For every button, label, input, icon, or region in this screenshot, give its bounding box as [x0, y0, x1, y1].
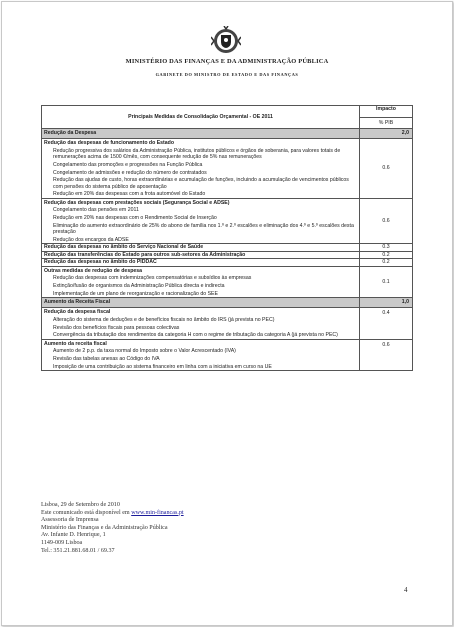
table-header-row [42, 106, 413, 118]
telephone: Tel.: 351.21.881.68.01 / 69.37 [41, 547, 115, 554]
list-item: Alteração do sistema de deduções e de benefícios fiscais no âmbito do IRS (já prevista no PEC) [53, 316, 275, 323]
table-row [42, 198, 413, 244]
section-value: 1,0 [360, 298, 413, 308]
list-item: Aumento de 2 p.p. da taxa normal do Imposto sobre o Valor Acrescentado (IVA) [53, 348, 236, 355]
table-row [42, 308, 413, 340]
footer [41, 502, 341, 555]
list-item: Revisão dos benefícios fiscais para pessoas colectivas [53, 324, 180, 331]
table-row [42, 266, 413, 298]
table-row [42, 251, 413, 258]
page-number: 4 [404, 586, 408, 594]
table-row [42, 259, 413, 266]
table-row [42, 339, 413, 371]
section-title: Redução da Despesa [42, 129, 360, 139]
group-value: 0.6 [360, 198, 413, 244]
list-item: Revisão das tabelas anexas ao Código do IVA [53, 356, 160, 363]
communique-text: Este comunicado está disponível em [41, 509, 132, 516]
row-value: 0.2 [360, 251, 413, 258]
measures-table [41, 105, 413, 371]
group-title: Redução das despesas com prestações sociais (Segurança Social e ADSE) [44, 199, 230, 206]
table-row [42, 244, 413, 251]
section-title: Aumento da Receita Fiscal [42, 298, 360, 308]
list-item: Imposição de uma contribuição ao sistema financeiro em linha com a iniciativa em curso na UE [53, 363, 272, 370]
list-item: Implementação de um plano de reorganização e racionalização do SEE [53, 290, 218, 297]
row-value: 0.3 [360, 244, 413, 251]
group-title: Redução das despesas de funcionamento do Estado [44, 140, 175, 146]
group-value: 0.6 [360, 339, 413, 371]
ministry-name: Ministério das Finanças e da Administração Pública [41, 524, 168, 531]
table-row [42, 139, 413, 199]
list-item: Congelamento das promoções e progressões na Função Pública [53, 161, 203, 168]
unit-header: % PIB [360, 117, 413, 129]
postal-code: 1149-009 Lisboa [41, 539, 83, 546]
section-row [42, 129, 413, 139]
group-value: 0.4 [360, 308, 413, 340]
impact-header: Impacto [360, 106, 413, 118]
row-label: Redução das despesas no âmbito do Serviço Nacional de Saúde [42, 244, 360, 251]
row-label: Redução das transferências do Estado para outros sub-setores da Administração [42, 251, 360, 258]
row-value: 0.2 [360, 259, 413, 266]
portuguese-coat-of-arms-icon [211, 26, 241, 56]
list-item: Redução das despesas com indemnizações compensatórias e subsídios às empresas [53, 275, 252, 282]
row-label: Redução das despesas no âmbito do PIDDAC [42, 259, 360, 266]
ministry-heading: MINISTÉRIO DAS FINANÇAS E DA ADMINISTRAÇÃO PÚBLICA [125, 58, 329, 65]
list-item: Redução das ajudas de custo, horas extraordinárias e acumulação de funções, incluindo a acumulação de vencimentos públicos com pensões do sistema público de aposentação [53, 177, 349, 190]
cabinet-heading: GABINETE DO MINISTRO DE ESTADO E DAS FINANÇAS [155, 72, 299, 77]
section-value: 2,0 [360, 129, 413, 139]
list-item: Redução em 20% das despesas com a frota automóvel do Estado [53, 191, 206, 198]
website-link[interactable]: www.min-financas.pt [131, 509, 184, 516]
list-item: Extinção/fusão de organismos da Administração Pública directa e indirecta [53, 282, 225, 289]
group-value: 0.6 [360, 139, 413, 199]
list-item: Redução em 20% nas despesas com o Rendimento Social de Inserção [53, 215, 217, 222]
section-row [42, 298, 413, 308]
group-title: Aumento da receita fiscal [44, 340, 107, 347]
group-title: Redução da despesa fiscal [44, 309, 111, 316]
list-item: Congelamento de admissões e redução do número de contratados [53, 169, 207, 176]
address: Av. Infante D. Henrique, 1 [41, 532, 106, 539]
communique-line [41, 510, 341, 518]
press-office: Assessoria de Imprensa [41, 517, 99, 524]
list-item: Redução dos encargos da ADSE [53, 236, 129, 243]
list-item: Convergência da tributação dos rendimentos da categoria H com o regime de tributação da categoria A (já prevista no PEC) [53, 332, 338, 339]
table-title: Principais Medidas de Consolidação Orçamental - OE 2011 [42, 106, 360, 129]
list-item: Redução progressiva dos salários da Administração Pública, institutos públicos e órgãos de soberania, para valores totais de remunerações acima de 1500 €/mês, com consequente redução de 5% nas remunerações [53, 147, 341, 161]
list-item: Eliminação do aumento extraordinário de 25% do abono de família nos 1.º e 2.º escalões e eliminação dos 4.º e 5.º escalões desta prestação [53, 222, 354, 236]
list-item: Congelamento das pensões em 2011 [53, 207, 139, 214]
group-title: Outras medidas de redução de despesa [44, 267, 143, 274]
date-line: Lisboa, 29 de Setembro de 2010 [41, 502, 120, 508]
group-value: 0.1 [360, 266, 413, 298]
